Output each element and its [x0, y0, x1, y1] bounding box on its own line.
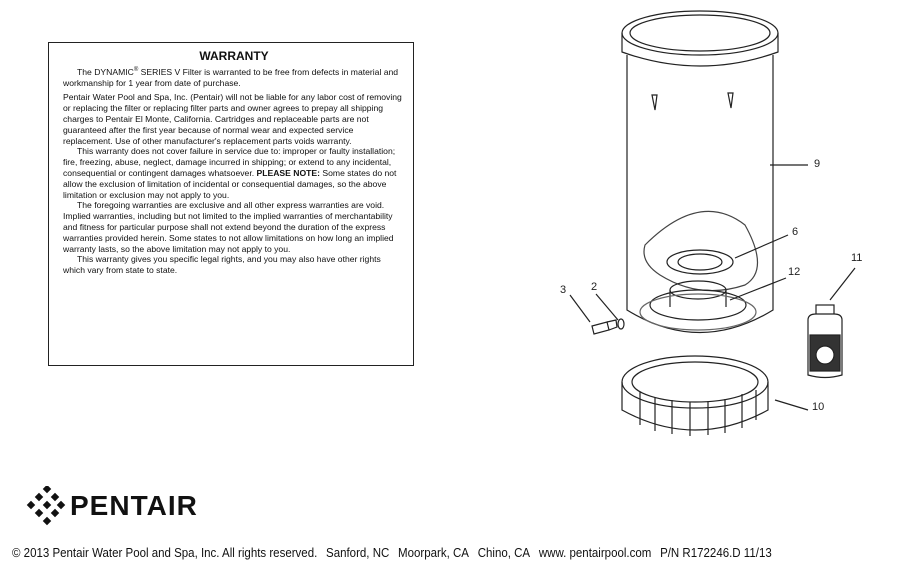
callout-6: 6 — [792, 226, 799, 238]
callout-12: 12 — [788, 266, 801, 278]
warranty-paragraph-4: The foregoing warranties are exclusive and all other express warranties are void. Implied warranties, including but not limited to the implied warranties of merchantability and fitness for particular purpose shall not extend beyond the duration of the express warranties provided herein. Some states to not allow limitations on how long an implied warranty lasts, so the above limitation may not apply to you. — [63, 200, 394, 254]
website-link: www. pentairpool.com — [538, 546, 652, 560]
warranty-paragraph-5: This warranty gives you specific legal rights, and you may also have other rights which vary from state to state. — [63, 254, 381, 276]
callout-10: 10 — [812, 401, 825, 413]
location-moorpark: Moorpark, CA — [398, 546, 469, 560]
pentair-logo-icon — [26, 486, 66, 526]
warranty-paragraph-1: The DYNAMIC® SERIES V Filter is warranted to be free from defects in material and workmanship for 1 year from date of purchase. — [63, 66, 399, 88]
callout-2: 2 — [591, 281, 598, 293]
callout-3: 3 — [560, 284, 567, 296]
callout-9: 9 — [814, 158, 821, 170]
footer — [12, 546, 835, 560]
warranty-paragraph-3: This warranty does not cover failure in service due to: improper or faulty installation; fire, freezing, abuse, neglect, damage incurred in shipping; or extend to any incidental, consequential or contingent damages whatsoever. PLEASE NOTE: Some states do not allow the exclusion of limitation of incidental or consequential damages, so the above limitation or exclusion may not apply to you. — [63, 146, 397, 200]
part-number: P/N R172246.D 11/13 — [660, 546, 772, 560]
warranty-box — [48, 42, 414, 366]
chemical-bottle — [808, 305, 842, 378]
brand-name: PENTAIR — [70, 490, 198, 521]
filter-parts-diagram — [540, 0, 913, 450]
drain-plug — [592, 320, 617, 334]
ring-nut — [622, 356, 768, 436]
o-ring — [618, 319, 624, 329]
location-sanford: Sanford, NC — [326, 546, 390, 560]
copyright: © 2013 Pentair Water Pool and Spa, Inc. All rights reserved. — [12, 546, 318, 560]
warranty-title: WARRANTY — [199, 49, 269, 63]
filter-housing — [622, 11, 778, 333]
warranty-paragraph-2: Pentair Water Pool and Spa, Inc. (Pentair) will not be liable for any labor cost of removing or replacing the filter or replacing filter parts and owner agrees to prepay all shipping charges to Pentair El Monte, California. Cartridges and replaceable parts are not guaranteed after the first year because of normal wear and expected service replacement. Use of other manufacturer's replacement parts voids warranty. — [63, 92, 402, 146]
location-chino: Chino, CA — [477, 546, 531, 560]
callout-11: 11 — [851, 252, 863, 264]
